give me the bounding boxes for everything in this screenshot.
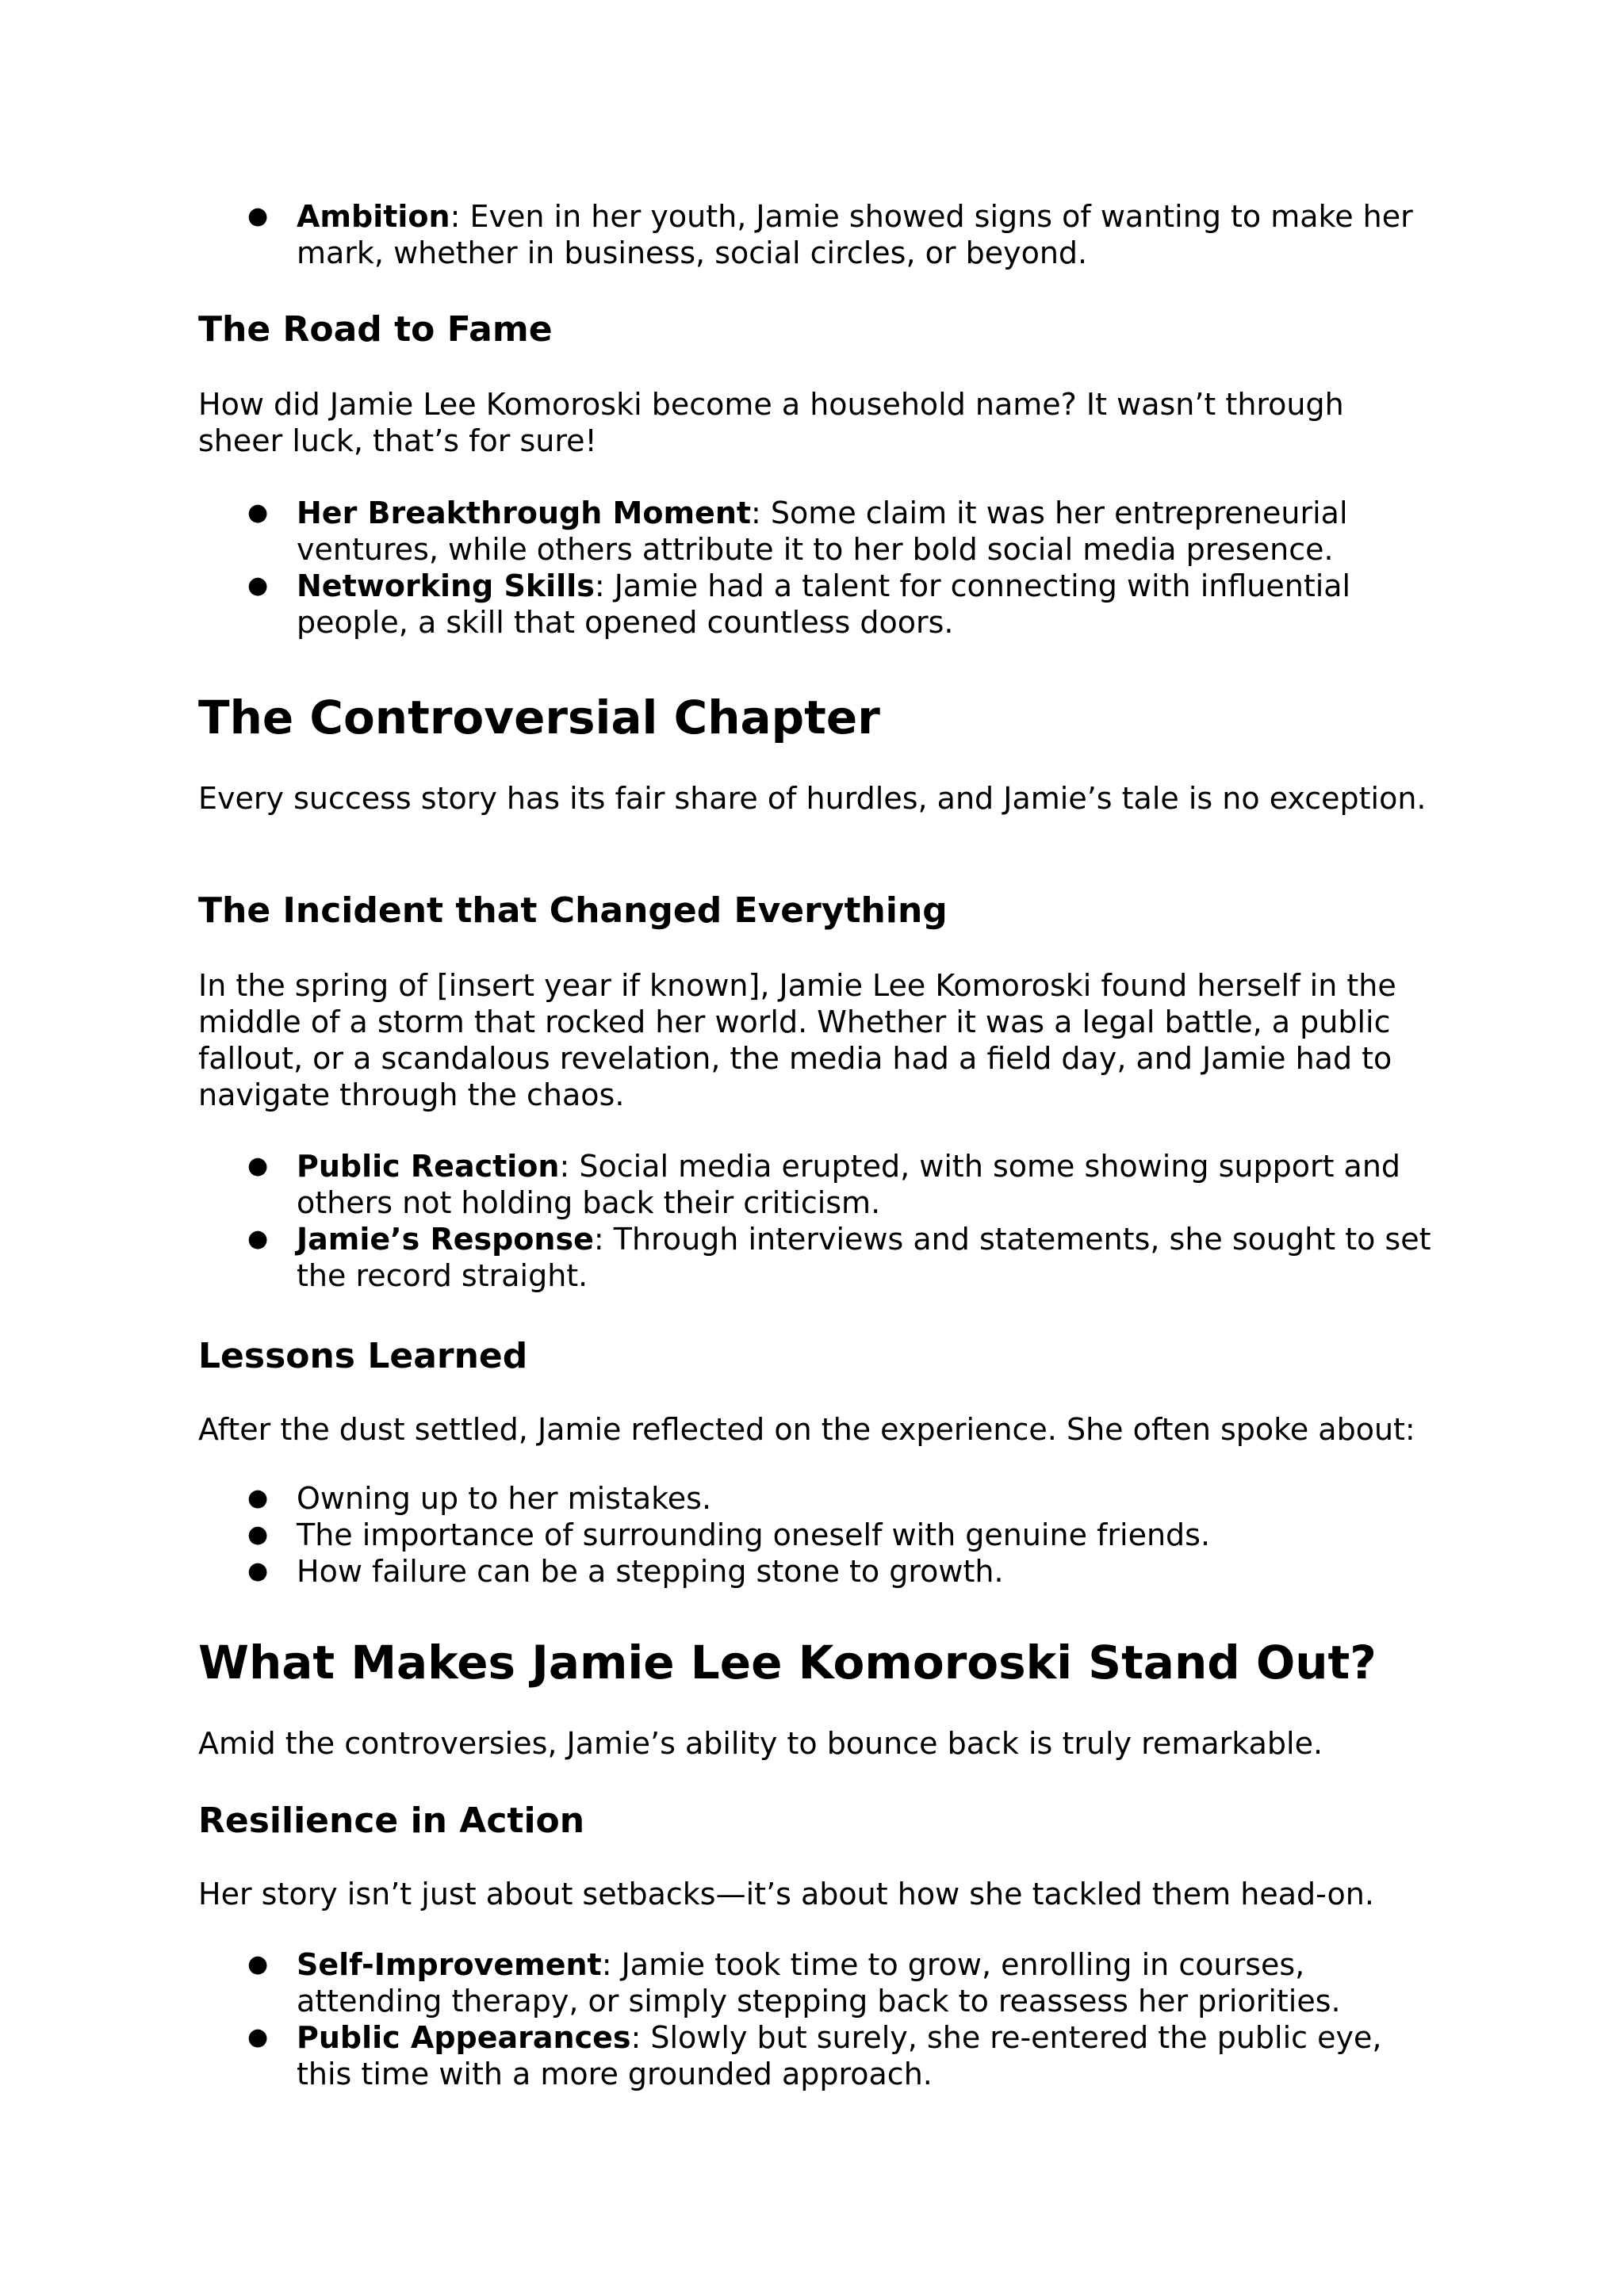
stand-out-heading: What Makes Jamie Lee Komoroski Stand Out? [198, 1636, 1377, 1689]
list-item-term: Public Appearances [297, 2020, 631, 2055]
bullet-icon: ● [247, 1484, 269, 1512]
lessons-heading: Lessons Learned [198, 1336, 528, 1376]
list-item-term: Networking Skills [297, 568, 595, 603]
incident-paragraph: In the spring of [insert year if known], Jamie Lee Komoroski found herself in the middle of a storm that rocked her world. Whether it was a legal battle, a public fallout, or a scandalous revelation, the media had a field day, and Jamie had to navigate through the chaos. [198, 968, 1396, 1112]
bullet-icon: ● [247, 1225, 269, 1253]
list-item-term: Public Reaction [297, 1149, 560, 1184]
list-item-text: Owning up to her mistakes. [297, 1481, 712, 1516]
resilience-paragraph: Her story isn’t just about setbacks—it’s about how she tackled them head-on. [198, 1877, 1374, 1911]
list-item-term: Her Breakthrough Moment [297, 496, 752, 530]
list-item-text: : Even in her youth, Jamie showed signs of wanting to make her mark, whether in business, social circles, or beyond. [297, 199, 1413, 270]
resilience-heading: Resilience in Action [198, 1800, 585, 1841]
incident-heading: The Incident that Changed Everything [198, 890, 948, 931]
list-item-text: : Through interviews and statements, she sought to set the record straight. [297, 1222, 1431, 1293]
incident-list [198, 1148, 1435, 1294]
list-item-text: : Jamie took time to grow, enrolling in courses, attending therapy, or simply stepping back to reassess her priorities. [297, 1947, 1341, 2019]
list-item [198, 1946, 1435, 2019]
controversial-chapter-paragraph: Every success story has its fair share of hurdles, and Jamie’s tale is no exception. [198, 781, 1427, 816]
bullet-icon: ● [247, 1521, 269, 1548]
controversial-chapter-heading: The Controversial Chapter [198, 691, 880, 744]
list-item [198, 1480, 1435, 1517]
list-item [198, 1148, 1435, 1221]
list-item [198, 1221, 1435, 1294]
list-item [198, 2019, 1435, 2092]
list-item [198, 568, 1435, 641]
bullet-icon: ● [247, 1950, 269, 1978]
list-item [198, 495, 1435, 568]
list-item-term: Ambition [297, 199, 450, 234]
bullet-icon: ● [247, 499, 269, 526]
list-item-term: Jamie’s Response [297, 1222, 594, 1257]
bullet-icon: ● [247, 572, 269, 599]
lessons-list [198, 1480, 1435, 1590]
list-item [198, 1517, 1435, 1553]
list-item-text: : Slowly but surely, she re-entered the public eye, this time with a more grounded approach. [297, 2020, 1382, 2091]
list-item-text: : Social media erupted, with some showing support and others not holding back their criticism. [297, 1149, 1401, 1220]
list-item [198, 1553, 1435, 1590]
bullet-icon: ● [247, 1152, 269, 1180]
list-item-term: Self-Improvement [297, 1947, 602, 1982]
bullet-icon: ● [247, 1557, 269, 1585]
bullet-icon: ● [247, 202, 269, 230]
lessons-paragraph: After the dust settled, Jamie reflected on the experience. She often spoke about: [198, 1412, 1415, 1447]
resilience-list [198, 1946, 1435, 2092]
road-to-fame-heading: The Road to Fame [198, 309, 553, 350]
list-item [198, 198, 1435, 271]
ambition-list [198, 198, 1435, 271]
road-to-fame-list [198, 495, 1435, 641]
list-item-text: : Jamie had a talent for connecting with influential people, a skill that opened countless doors. [297, 568, 1351, 640]
list-item-text: : Some claim it was her entrepreneurial ventures, while others attribute it to her bold social media presence. [297, 496, 1348, 567]
bullet-icon: ● [247, 2023, 269, 2051]
list-item-text: How failure can be a stepping stone to growth. [297, 1554, 1004, 1589]
stand-out-paragraph: Amid the controversies, Jamie’s ability to bounce back is truly remarkable. [198, 1726, 1323, 1761]
list-item-text: The importance of surrounding oneself with genuine friends. [297, 1517, 1211, 1552]
road-to-fame-paragraph: How did Jamie Lee Komoroski become a household name? It wasn’t through sheer luck, that’s for sure! [198, 387, 1344, 458]
